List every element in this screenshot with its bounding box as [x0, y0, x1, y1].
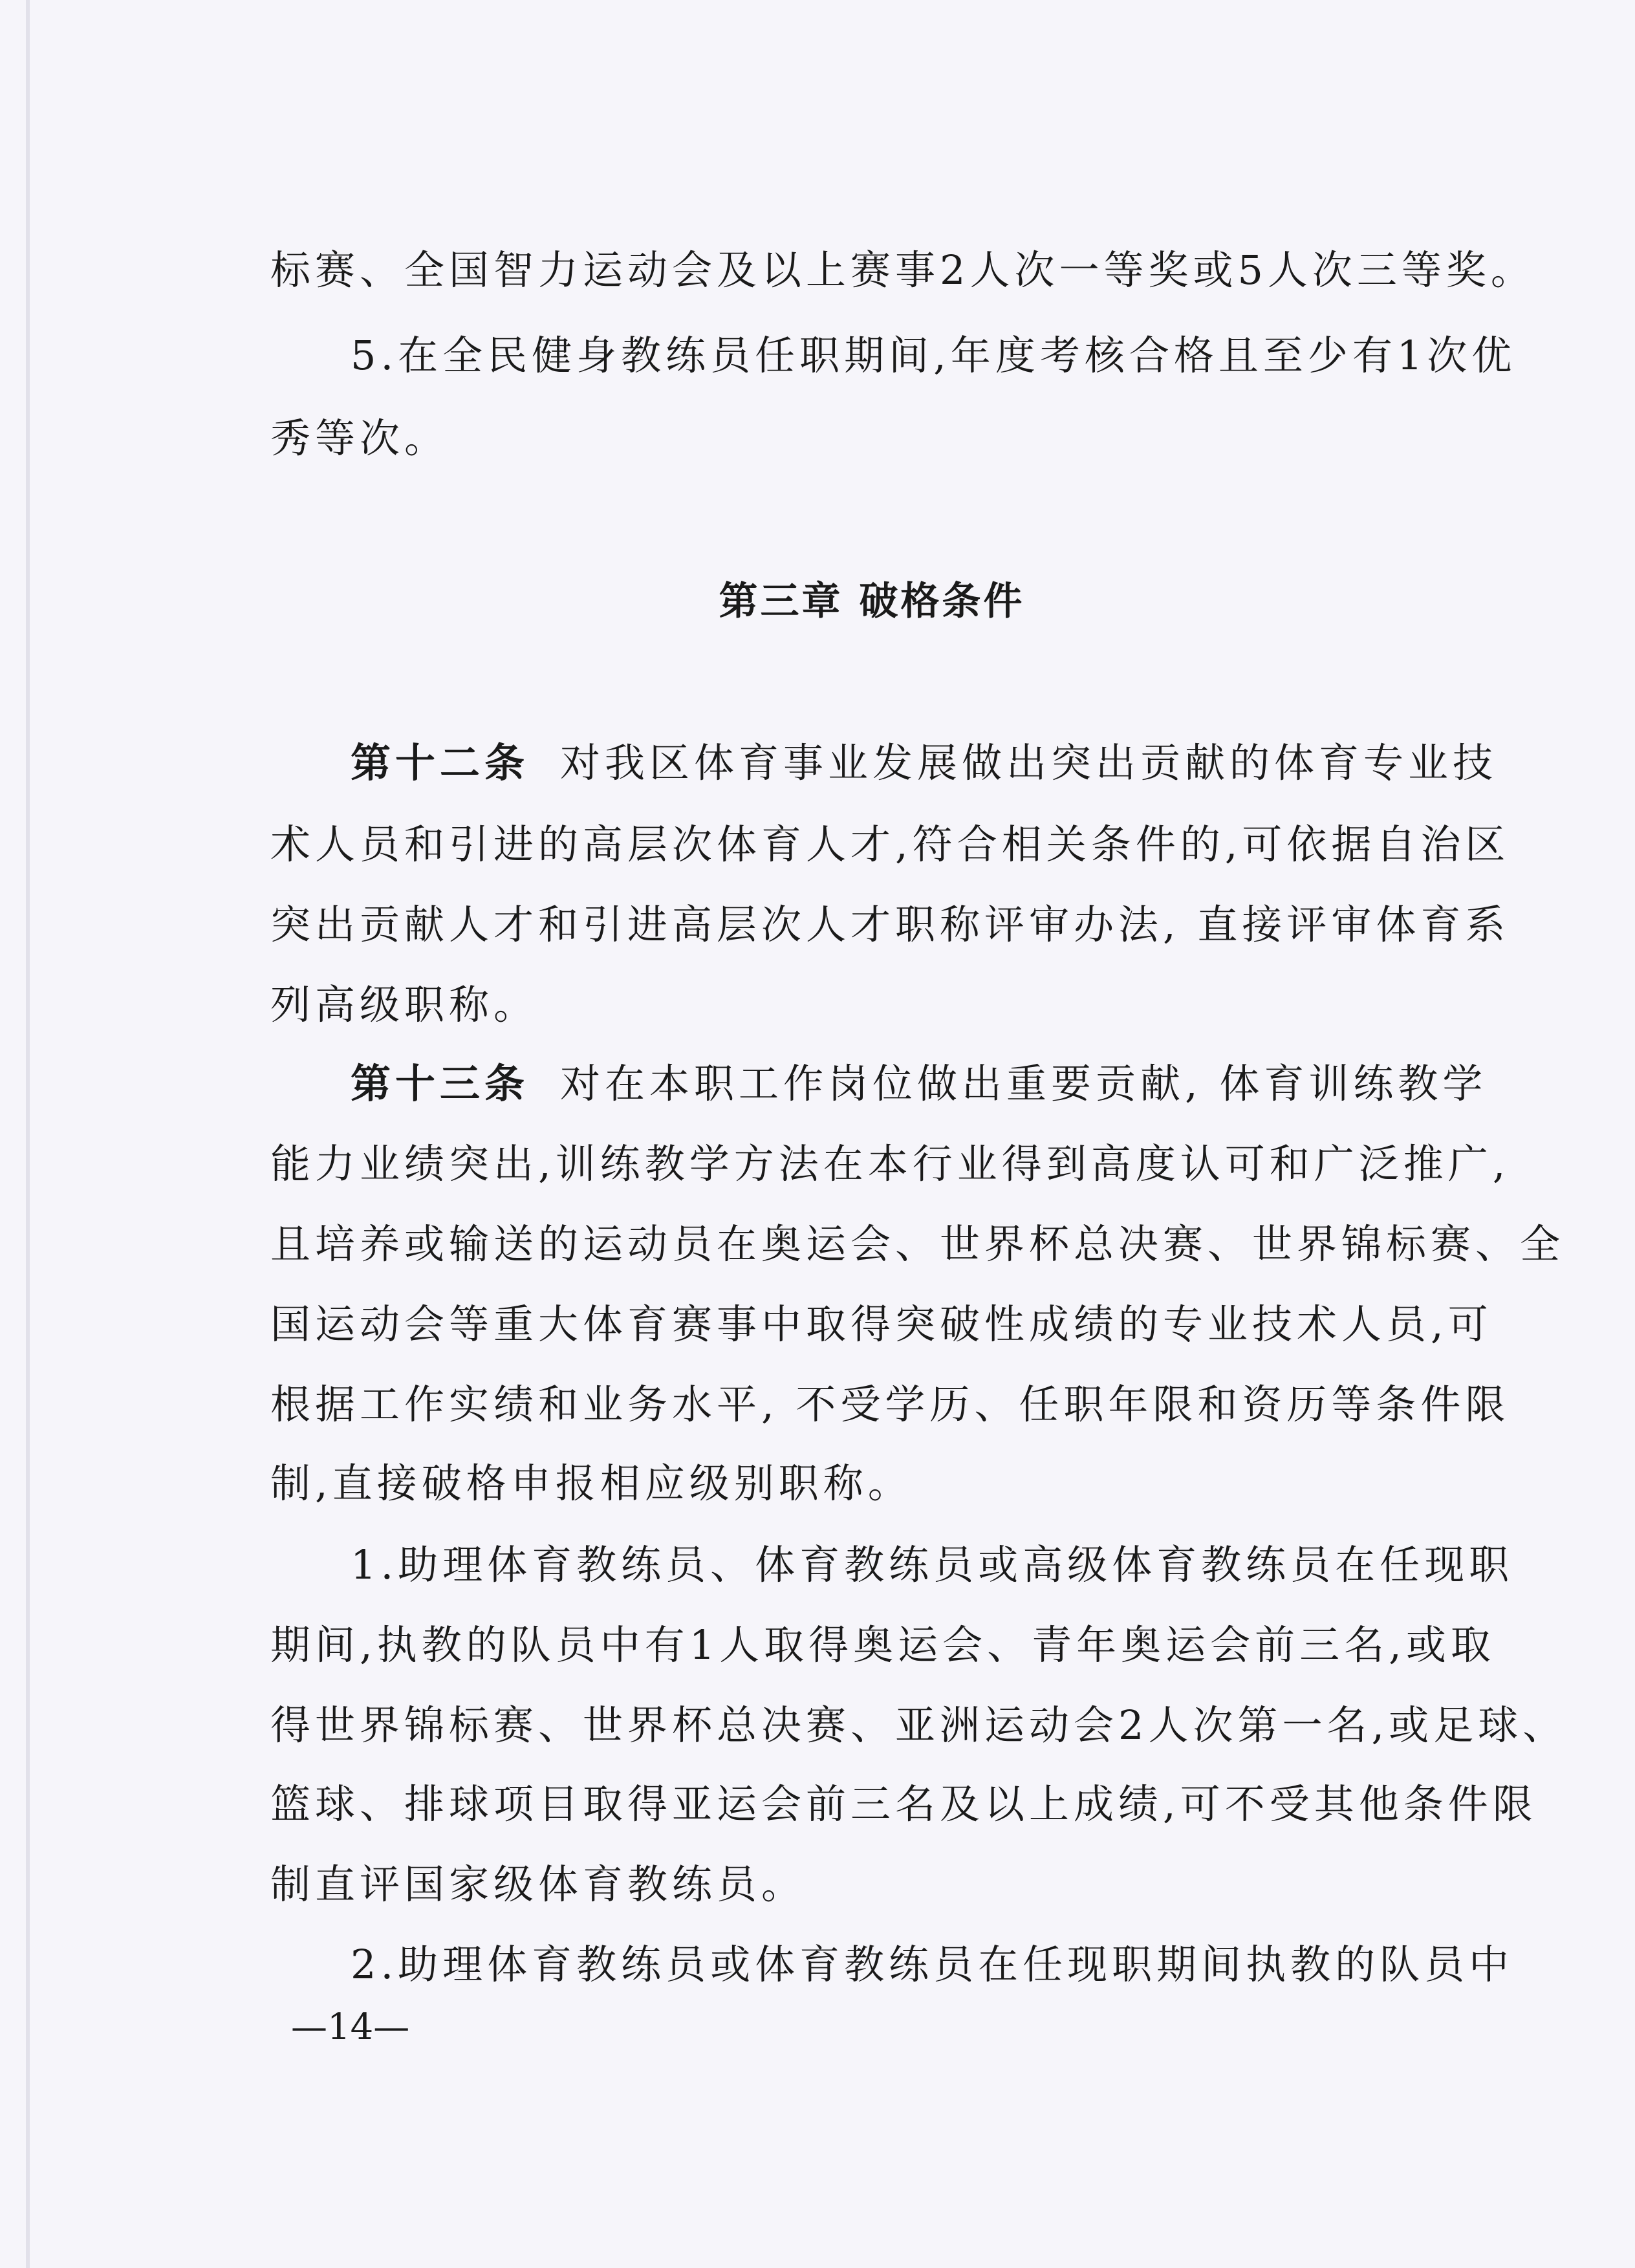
text-line: 且培养或输送的运动员在奥运会、世界杯总决赛、世界锦标赛、全 — [270, 1220, 1565, 1268]
text-fragment: 对我区体育事业发展做出突出贡献的体育专业技 — [560, 739, 1498, 786]
article-12-line — [270, 737, 1498, 789]
text-line: 1.助理体育教练员、体育教练员或高级体育教练员在任现职 — [351, 1541, 1514, 1588]
text-line: 秀等次。 — [270, 415, 449, 462]
text-line: 术人员和引进的高层次体育人才,符合相关条件的,可依据自治区 — [270, 821, 1510, 868]
article-13-line — [270, 1058, 1488, 1110]
text-fragment: 对在本职工作岗位做出重要贡献, 体育训练教学 — [560, 1060, 1488, 1107]
text-line: 列高级职称。 — [270, 981, 539, 1028]
text-line: 2.助理体育教练员或体育教练员在任现职期间执教的队员中 — [351, 1941, 1514, 1988]
text-line: 突出贡献人才和引进高层次人才职称评审办法, 直接评审体育系 — [270, 901, 1510, 948]
text-line: 标赛、全国智力运动会及以上赛事2人次一等奖或5人次三等奖。 — [270, 246, 1535, 294]
text-line: 制直评国家级体育教练员。 — [270, 1861, 807, 1908]
text-line: 制,直接破格申报相应级别职称。 — [270, 1460, 913, 1507]
text-line: 国运动会等重大体育赛事中取得突破性成绩的专业技术人员,可 — [270, 1301, 1493, 1348]
text-line: 得世界锦标赛、世界杯总决赛、亚洲运动会2人次第一名,或足球、 — [270, 1701, 1568, 1749]
text-line: 根据工作实绩和业务水平, 不受学历、任职年限和资历等条件限 — [270, 1381, 1510, 1428]
text-line: 篮球、排球项目取得亚运会前三名及以上成绩,可不受其他条件限 — [270, 1780, 1537, 1828]
text-line: 5.在全民健身教练员任职期间,年度考核合格且至少有1次优 — [351, 332, 1517, 379]
article-13-label: 第十三条 — [351, 1060, 530, 1107]
page-edge-shadow — [26, 0, 30, 2268]
article-12-label: 第十二条 — [351, 739, 530, 786]
text-line: 期间,执教的队员中有1人取得奥运会、青年奥运会前三名,或取 — [270, 1621, 1495, 1669]
chapter-heading: 第三章 破格条件 — [719, 579, 1025, 624]
page-number: —14— — [291, 2006, 410, 2048]
text-line: 能力业绩突出,训练教学方法在本行业得到高度认可和广泛推广, — [270, 1140, 1510, 1187]
